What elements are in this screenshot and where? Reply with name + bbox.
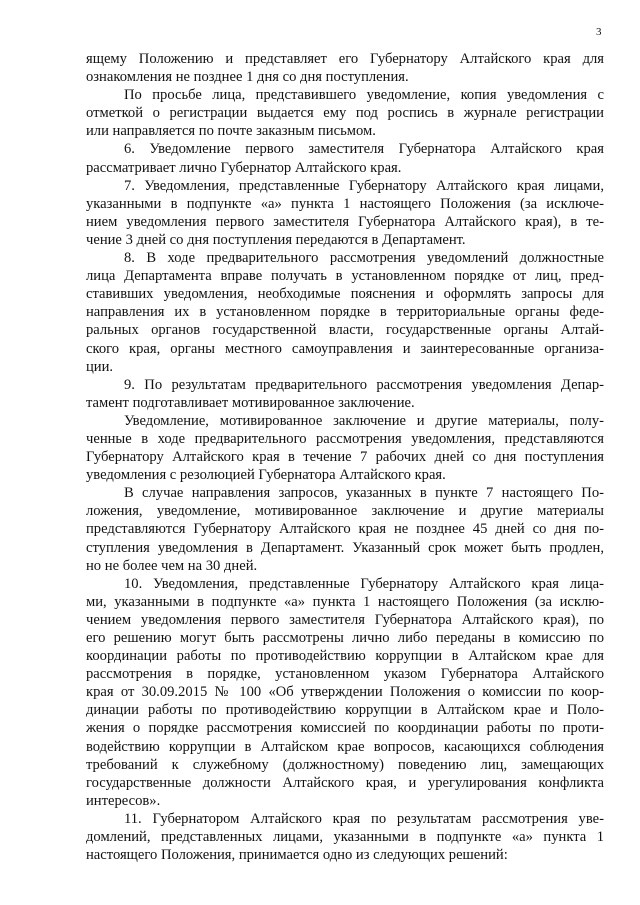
text-line: 10. Уведомления, представленные Губернатору Алтайского края лица- <box>124 575 604 592</box>
paragraph <box>86 810 604 864</box>
text-line: отметкой о регистрации выдается ему под роспись в журнале регистрации <box>86 105 604 122</box>
text-line: домлений, представленных лицами, указанными в подпункте «а» пункта 1 <box>86 829 604 846</box>
text-line: указанными в подпункте «а» пункта 1 настоящего Положения (за исключе- <box>86 195 604 212</box>
text-line: ознакомления не позднее 1 дня со дня поступления. <box>86 69 409 86</box>
text-line: По просьбе лица, представившего уведомление, копия уведомления с <box>124 87 604 104</box>
text-line: интересов». <box>86 792 161 809</box>
text-line: ступления уведомления в Департамент. Указанный срок может быть продлен, <box>86 539 604 556</box>
text-line: ми, указанными в подпункте «а» пункта 1 настоящего Положения (за исклю- <box>86 593 604 610</box>
text-line: В случае направления запросов, указанных в пункте 7 настоящего По- <box>124 485 604 502</box>
paragraph <box>86 412 604 484</box>
text-line: требований к служебному (должностному) поведению лиц, замещающих <box>86 756 604 773</box>
paragraph <box>86 177 604 249</box>
paragraph <box>86 50 604 86</box>
text-line: 11. Губернатором Алтайского края по результатам рассмотрения уве- <box>124 810 604 827</box>
text-line: ящему Положению и представляет его Губернатору Алтайского края для <box>86 51 604 67</box>
text-line: Уведомление, мотивированное заключение и другие материалы, полу- <box>124 412 604 429</box>
text-line: 7. Уведомления, представленные Губернатору Алтайского края лицами, <box>124 177 604 194</box>
paragraph <box>86 484 604 574</box>
text-line: водействию коррупции в Алтайском крае вопросов, касающихся соблюдения <box>86 738 604 755</box>
text-line: направления их в установленном порядке в территориальные органы феде- <box>86 304 604 321</box>
text-line: ского края, органы местного самоуправления и заинтересованные организа- <box>86 340 604 357</box>
page-number: 3 <box>596 26 602 38</box>
paragraph <box>86 140 604 176</box>
text-line: чение 3 дней со дня поступления передаются в Департамент. <box>86 231 466 248</box>
text-line: его решению могут быть рассмотрены лично либо переданы в комиссию по <box>86 630 604 646</box>
text-line: ральных органов государственной власти, государственные органы Алтай- <box>86 322 604 339</box>
text-line: представляются Губернатору Алтайского края не позднее 45 дней со дня по- <box>86 521 604 538</box>
text-line: Губернатору Алтайского края в течение 7 рабочих дней со дня поступления <box>86 449 604 466</box>
text-line: тамент подготавливает мотивированное заключение. <box>86 394 415 411</box>
text-line: ции. <box>86 358 114 375</box>
text-line: но не более чем на 30 дней. <box>86 557 258 574</box>
text-line: рассмотрения в порядке, установленном указом Губернатора Алтайского <box>86 666 604 683</box>
text-line: динации работы по противодействию коррупции в Алтайском крае и Поло- <box>86 702 604 719</box>
text-line: 6. Уведомление первого заместителя Губернатора Алтайского края <box>124 141 604 158</box>
text-line: настоящего Положения, принимается одно из следующих решений: <box>86 847 508 864</box>
text-line: ложения, уведомление, мотивированное заключение и другие материалы <box>86 503 604 520</box>
paragraph <box>86 249 604 376</box>
paragraph <box>86 575 604 810</box>
text-line: нием уведомления первого заместителя Губернатора Алтайского края), в те- <box>86 213 604 230</box>
text-line: лица Департамента вправе получать в установленном порядке от лиц, пред- <box>86 268 604 285</box>
text-line: ченные в ходе предварительного рассмотрения уведомления, представляются <box>86 430 604 447</box>
document-body <box>86 50 604 864</box>
text-line: координации работы по противодействию коррупции в Алтайском крае для <box>86 648 604 665</box>
text-line: 9. По результатам предварительного рассмотрения уведомления Депар- <box>124 376 604 393</box>
text-line: 8. В ходе предварительного рассмотрения уведомлений должностные <box>124 250 604 267</box>
text-line: рассматривает лично Губернатор Алтайского края. <box>86 159 402 176</box>
text-line: государственные должности Алтайского края, и урегулирования конфликта <box>86 774 604 791</box>
text-line: чением уведомления первого заместителя Губернатора Алтайского края), по <box>86 611 604 628</box>
text-line: уведомления с резолюцией Губернатора Алтайского края. <box>86 467 446 484</box>
text-line: края от 30.09.2015 № 100 «Об утверждении Положения о комиссии по коор- <box>86 684 604 701</box>
paragraph <box>86 376 604 412</box>
paragraph <box>86 86 604 140</box>
text-line: ставивших уведомления, необходимые пояснения и оформлять запросы для <box>86 286 604 303</box>
text-line: или направляется по почте заказным письмом. <box>86 123 376 140</box>
text-line: жения о порядке рассмотрения комиссией по координации работы по проти- <box>86 720 604 737</box>
